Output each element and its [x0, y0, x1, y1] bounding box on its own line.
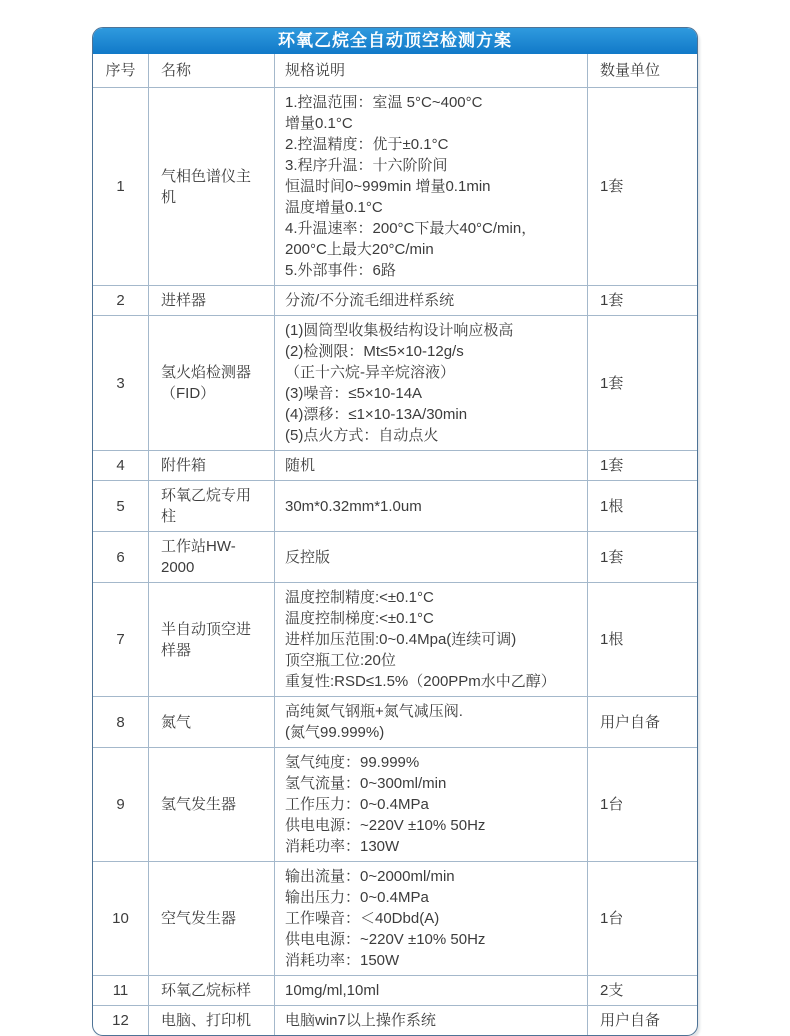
spec-line: 供电电源：~220V ±10% 50Hz: [285, 931, 486, 948]
row-spec-cell: [274, 481, 587, 531]
spec-line: (1)圆筒型收集极结构设计响应极高: [285, 322, 514, 339]
row-name-cell: 环氧乙烷专用柱: [148, 481, 274, 531]
row-spec-cell: [274, 976, 587, 1005]
row-spec-cell: [274, 451, 587, 480]
spec-line: 反控版: [285, 548, 331, 566]
spec-line: 10mg/ml,10ml: [285, 982, 380, 999]
row-no-cell: 10: [112, 910, 129, 927]
row-qty-cell: 1根: [587, 481, 697, 531]
spec-line: (5)点火方式：自动点火: [285, 427, 439, 444]
spec-line: 输出压力：0~0.4MPa: [285, 889, 429, 906]
row-no-cell: 1: [116, 178, 125, 195]
table-row: [93, 975, 697, 1005]
row-qty-cell: 用户自备: [587, 697, 697, 747]
table-row: [93, 1005, 697, 1035]
spec-line: 温度控制精度:<±0.1°C: [285, 589, 434, 606]
spec-line: 电脑win7以上操作系统: [285, 1012, 436, 1029]
col-header-name: 名称: [148, 54, 274, 87]
row-no-cell: 6: [116, 548, 125, 566]
row-qty-cell: 1套: [587, 286, 697, 315]
row-name-cell: 氢气发生器: [148, 748, 274, 861]
row-qty-cell: 用户自备: [587, 1006, 697, 1035]
spec-line: 2.控温精度：优于±0.1°C: [285, 136, 449, 153]
spec-line: 重复性:RSD≤1.5%（200PPm水中乙醇）: [285, 673, 556, 690]
row-qty-cell: 1套: [587, 451, 697, 480]
table-body: [93, 87, 697, 1035]
spec-table-card: [92, 27, 698, 1036]
spec-line: 200°C上最大20°C/min: [285, 241, 434, 258]
spec-line: 恒温时间0~999min 增量0.1min: [285, 178, 491, 195]
row-name-cell: 氮气: [148, 697, 274, 747]
col-header-qty: 数量单位: [587, 54, 697, 87]
spec-line: 3.程序升温：十六阶阶间: [285, 157, 448, 174]
row-no-cell: 5: [116, 497, 125, 515]
spec-line: 1.控温范围：室温 5°C~400°C: [285, 94, 483, 111]
spec-line: 温度控制梯度:<±0.1°C: [285, 610, 434, 627]
spec-line: （正十六烷-异辛烷溶液）: [285, 364, 455, 381]
spec-line: 高纯氮气钢瓶+氮气减压阀.: [285, 703, 463, 720]
row-name-cell: 氢火焰检测器（FID）: [148, 316, 274, 450]
spec-line: 4.升温速率：200°C下最大40°C/min，: [285, 220, 537, 237]
table-row: [93, 87, 697, 285]
spec-line: (4)漂移：≤1×10-13A/30min: [285, 406, 468, 423]
row-no-cell: 2: [116, 292, 125, 309]
spec-line: 温度增量0.1°C: [285, 199, 383, 216]
spec-line: 进样加压范围:0~0.4Mpa(连续可调): [285, 631, 517, 648]
row-spec-cell: [274, 583, 587, 696]
row-qty-cell: 1套: [587, 532, 697, 582]
row-no-cell: 4: [116, 457, 125, 474]
row-no-cell: 12: [112, 1012, 129, 1029]
table-header-row: [93, 54, 697, 87]
row-no-cell: 7: [116, 631, 125, 648]
row-qty-cell: 1根: [587, 583, 697, 696]
spec-line: (3)噪音：≤5×10-14A: [285, 385, 423, 402]
row-spec-cell: [274, 286, 587, 315]
col-header-spec: 规格说明: [274, 54, 587, 87]
row-no-cell: 8: [116, 713, 125, 731]
row-name-cell: 空气发生器: [148, 862, 274, 975]
spec-line: 消耗功率：130W: [285, 838, 400, 855]
row-qty-cell: 1套: [587, 88, 697, 285]
row-name-cell: 半自动顶空进样器: [148, 583, 274, 696]
row-name-cell: 工作站HW-2000: [148, 532, 274, 582]
row-spec-cell: [274, 1006, 587, 1035]
col-header-no: 序号: [105, 62, 136, 79]
row-no-cell: 9: [116, 796, 125, 813]
spec-line: 分流/不分流毛细进样系统: [285, 292, 455, 309]
row-name-cell: 电脑、打印机: [148, 1006, 274, 1035]
row-spec-cell: [274, 88, 587, 285]
spec-line: 供电电源：~220V ±10% 50Hz: [285, 817, 486, 834]
table-row: [93, 747, 697, 861]
table-row: [93, 285, 697, 315]
row-spec-cell: [274, 862, 587, 975]
spec-line: 工作压力：0~0.4MPa: [285, 796, 429, 813]
table-row: [93, 315, 697, 450]
spec-line: 消耗功率：150W: [285, 952, 400, 969]
table-row: [93, 450, 697, 480]
table-row: [93, 531, 697, 582]
spec-line: (氮气99.999%): [285, 724, 385, 741]
table-row: [93, 480, 697, 531]
row-name-cell: 进样器: [148, 286, 274, 315]
row-name-cell: 气相色谱仪主机: [148, 88, 274, 285]
spec-line: 随机: [285, 457, 316, 474]
spec-line: 顶空瓶工位:20位: [285, 652, 396, 669]
table-row: [93, 582, 697, 696]
row-name-cell: 环氧乙烷标样: [148, 976, 274, 1005]
row-qty-cell: 1台: [587, 862, 697, 975]
spec-line: 增量0.1°C: [285, 115, 353, 132]
row-qty-cell: 1套: [587, 316, 697, 450]
spec-line: 30m*0.32mm*1.0um: [285, 497, 422, 515]
spec-line: 氢气纯度：99.999%: [285, 754, 420, 771]
table-row: [93, 696, 697, 747]
row-spec-cell: [274, 316, 587, 450]
row-spec-cell: [274, 748, 587, 861]
row-no-cell: 3: [116, 374, 125, 392]
row-spec-cell: [274, 697, 587, 747]
table-title: 环氧乙烷全自动顶空检测方案: [93, 28, 697, 54]
table-row: [93, 861, 697, 975]
spec-line: (2)检测限：Mt≤5×10-12g/s: [285, 343, 464, 360]
row-name-cell: 附件箱: [148, 451, 274, 480]
spec-line: 5.外部事件：6路: [285, 262, 396, 279]
spec-line: 氢气流量：0~300ml/min: [285, 775, 447, 792]
row-spec-cell: [274, 532, 587, 582]
spec-line: 输出流量：0~2000ml/min: [285, 868, 455, 885]
row-no-cell: 11: [112, 982, 129, 999]
row-qty-cell: 2支: [587, 976, 697, 1005]
row-qty-cell: 1台: [587, 748, 697, 861]
spec-line: 工作噪音：＜40Dbd(A): [285, 910, 440, 927]
